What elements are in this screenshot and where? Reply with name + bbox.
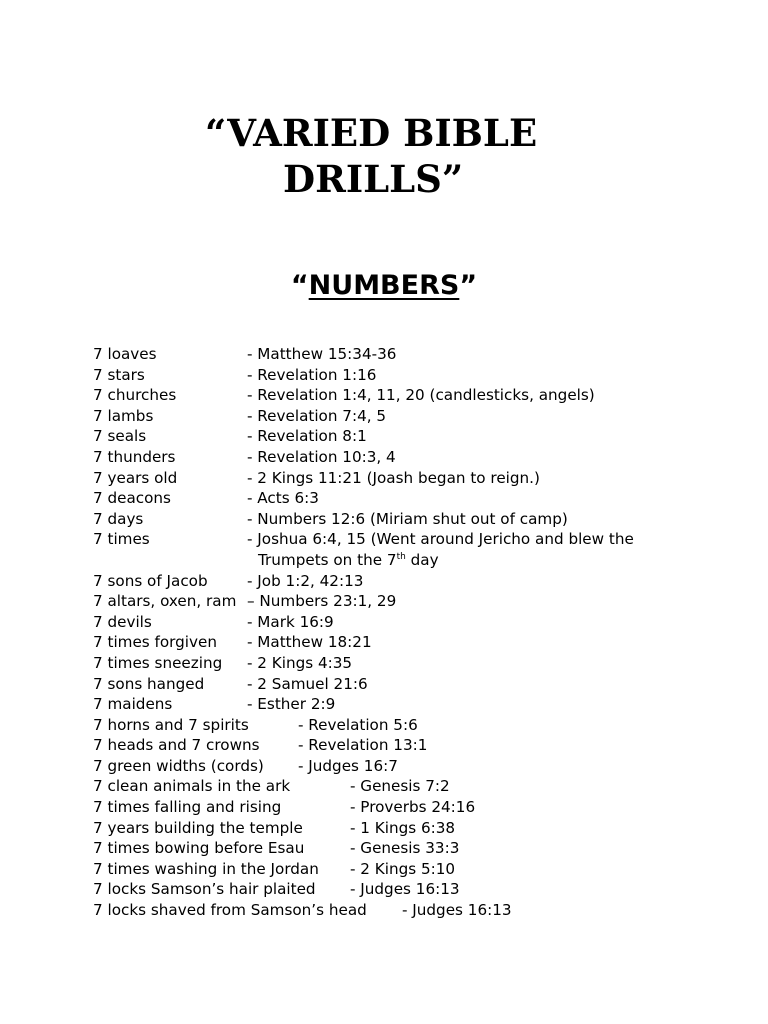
list-item bbox=[93, 900, 733, 921]
entry-reference-text: - Revelation 7:4, 5 bbox=[247, 406, 387, 425]
entry-item: 7 times forgiven bbox=[93, 633, 217, 652]
entry-reference-text: - Revelation 1:16 bbox=[247, 365, 377, 384]
entry-reference-text: - Acts 6:3 bbox=[247, 489, 319, 508]
list-item bbox=[93, 571, 733, 592]
list-item bbox=[93, 468, 733, 489]
list-item bbox=[93, 612, 733, 633]
entry-reference-text: - Mark 16:9 bbox=[247, 612, 334, 631]
entry-item: 7 devils bbox=[93, 612, 152, 631]
entry-reference-text: - Revelation 8:1 bbox=[247, 427, 367, 446]
entry-item: 7 years building the temple bbox=[93, 818, 303, 837]
entry-reference-text: - Job 1:2, 42:13 bbox=[247, 571, 364, 590]
entry-reference bbox=[247, 509, 677, 530]
entry-reference bbox=[298, 735, 678, 756]
entry-reference bbox=[298, 756, 678, 777]
document-title bbox=[205, 110, 605, 202]
list-item bbox=[93, 406, 733, 427]
list-item bbox=[93, 509, 733, 530]
entry-reference-text: - 2 Kings 4:35 bbox=[247, 653, 353, 672]
entry-item: 7 sons hanged bbox=[93, 674, 205, 693]
entry-reference bbox=[247, 694, 677, 715]
list-item bbox=[93, 385, 733, 406]
entry-reference bbox=[247, 406, 677, 427]
list-item bbox=[93, 818, 733, 839]
list-item bbox=[93, 426, 733, 447]
entry-item: 7 days bbox=[93, 509, 144, 528]
subtitle-word: NUMBERS bbox=[308, 270, 460, 301]
document-subtitle bbox=[0, 266, 768, 306]
list-item bbox=[93, 447, 733, 468]
list-item bbox=[93, 735, 733, 756]
entry-reference-text: - Matthew 15:34-36 bbox=[247, 345, 397, 363]
entry-reference bbox=[247, 488, 677, 509]
entry-reference-text: - Judges 16:13 bbox=[350, 880, 460, 899]
entry-reference bbox=[247, 447, 677, 468]
ordinal-suffix: th bbox=[396, 551, 406, 562]
entry-reference bbox=[247, 674, 677, 695]
title-line-2: DRILLS” bbox=[283, 157, 464, 201]
subtitle-close-quote: ” bbox=[459, 270, 478, 301]
entry-reference-text: - Joshua 6:4, 15 (Went around Jericho and blew the bbox=[247, 530, 634, 549]
entry-reference bbox=[350, 818, 680, 839]
entry-item: 7 locks shaved from Samson’s head bbox=[93, 901, 367, 920]
list-item bbox=[93, 694, 733, 715]
continuation-text: Trumpets on the 7 bbox=[258, 550, 397, 569]
entry-reference-text: - 1 Kings 6:38 bbox=[350, 818, 456, 837]
entry-reference bbox=[247, 632, 677, 653]
entry-reference bbox=[350, 838, 680, 859]
entry-reference-text: - 2 Kings 11:21 (Joash began to reign.) bbox=[247, 468, 540, 487]
entry-reference bbox=[247, 468, 677, 489]
entry-reference bbox=[350, 879, 680, 900]
entry-reference-text: - Revelation 5:6 bbox=[298, 715, 418, 734]
entry-item: 7 times bbox=[93, 530, 150, 549]
entry-item: 7 thunders bbox=[93, 447, 176, 466]
entry-reference bbox=[298, 715, 678, 736]
entry-item: 7 times sneezing bbox=[93, 653, 223, 672]
entry-item: 7 years old bbox=[93, 468, 178, 487]
entry-item: 7 altars, oxen, ram bbox=[93, 592, 237, 611]
list-item bbox=[93, 879, 733, 900]
list-item bbox=[93, 488, 733, 509]
list-item bbox=[93, 632, 733, 653]
entry-reference bbox=[247, 612, 677, 633]
entry-reference bbox=[350, 797, 680, 818]
list-item bbox=[93, 591, 733, 612]
entry-item: 7 green widths (cords) bbox=[93, 756, 264, 775]
list-item bbox=[93, 797, 733, 818]
entry-reference-text: - Judges 16:7 bbox=[298, 756, 398, 775]
entry-item: 7 maidens bbox=[93, 695, 173, 714]
list-item bbox=[93, 838, 733, 859]
entry-item: 7 churches bbox=[93, 386, 177, 405]
entry-item: 7 times bowing before Esau bbox=[93, 839, 305, 858]
entry-item: 7 heads and 7 crowns bbox=[93, 736, 260, 755]
title-line-1: “VARIED BIBLE bbox=[205, 111, 538, 155]
entry-item: 7 clean animals in the ark bbox=[93, 777, 291, 796]
list-item bbox=[93, 529, 733, 570]
list-item bbox=[93, 365, 733, 386]
entry-reference-text: – Numbers 23:1, 29 bbox=[247, 592, 397, 611]
entry-reference-text: - 2 Kings 5:10 bbox=[350, 859, 456, 878]
numbers-list bbox=[93, 344, 733, 921]
entry-reference-text: - Esther 2:9 bbox=[247, 695, 336, 714]
entry-reference-text: - Revelation 1:4, 11, 20 (candlesticks, angels) bbox=[247, 386, 595, 405]
entry-reference-text: - Judges 16:13 bbox=[402, 901, 512, 920]
entry-item: 7 horns and 7 spirits bbox=[93, 715, 249, 734]
entry-reference bbox=[247, 426, 677, 447]
entry-item: 7 times washing in the Jordan bbox=[93, 859, 319, 878]
continuation-tail: day bbox=[405, 550, 439, 569]
entry-item: 7 times falling and rising bbox=[93, 798, 282, 817]
subtitle-open-quote: “ bbox=[290, 270, 309, 301]
entry-item: 7 stars bbox=[93, 365, 145, 384]
entry-reference bbox=[247, 529, 677, 570]
entry-item: 7 loaves bbox=[93, 345, 157, 363]
entry-reference bbox=[350, 776, 680, 797]
entry-reference-text: - 2 Samuel 21:6 bbox=[247, 674, 368, 693]
entry-reference-text: - Numbers 12:6 (Miriam shut out of camp) bbox=[247, 509, 568, 528]
entry-reference bbox=[247, 385, 677, 406]
entry-reference-text: - Proverbs 24:16 bbox=[350, 798, 476, 817]
list-item bbox=[93, 674, 733, 695]
list-item bbox=[93, 756, 733, 777]
entry-item: 7 locks Samson’s hair plaited bbox=[93, 880, 316, 899]
list-item bbox=[93, 776, 733, 797]
entry-reference bbox=[402, 900, 702, 921]
entry-reference-continuation bbox=[247, 550, 677, 571]
entry-item: 7 sons of Jacob bbox=[93, 571, 208, 590]
list-item bbox=[93, 715, 733, 736]
entry-item: 7 seals bbox=[93, 427, 147, 446]
entry-item: 7 deacons bbox=[93, 489, 171, 508]
entry-reference-text: - Matthew 18:21 bbox=[247, 633, 372, 652]
entry-reference bbox=[350, 859, 680, 880]
list-item bbox=[93, 859, 733, 880]
entry-reference bbox=[247, 653, 677, 674]
entry-reference bbox=[247, 365, 677, 386]
entry-reference-text: - Genesis 33:3 bbox=[350, 839, 460, 858]
entry-reference-text: - Revelation 10:3, 4 bbox=[247, 447, 396, 466]
entry-item: 7 lambs bbox=[93, 406, 154, 425]
entry-reference bbox=[247, 591, 677, 612]
list-item bbox=[93, 653, 733, 674]
entry-reference bbox=[247, 344, 677, 365]
entry-reference-text: - Revelation 13:1 bbox=[298, 736, 428, 755]
list-item bbox=[93, 344, 733, 365]
entry-reference-text: - Genesis 7:2 bbox=[350, 777, 450, 796]
entry-reference bbox=[247, 571, 677, 592]
